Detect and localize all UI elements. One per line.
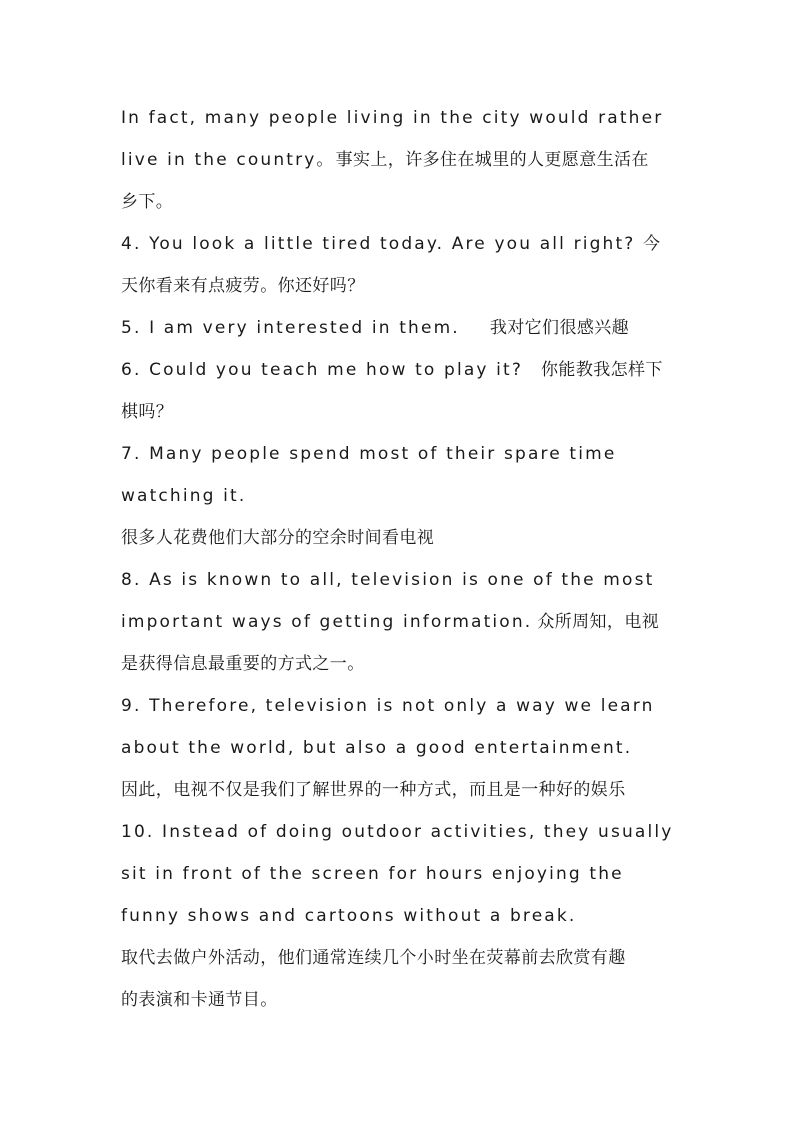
sentence-3-english-part-1: In fact, many people living in the city would rather — [121, 108, 664, 128]
text-line — [121, 486, 246, 506]
sentence-8-english-part-2: important ways of getting information. — [121, 612, 533, 632]
text-line — [121, 108, 663, 128]
text-line — [121, 570, 654, 590]
text-line — [121, 780, 626, 800]
sentence-7-chinese: 很多人花费他们大部分的空余时间看电视 — [121, 528, 435, 548]
sentence-9-chinese: 因此，电视不仅是我们了解世界的一种方式，而且是一种好的娱乐 — [121, 780, 626, 800]
sentence-5-english: 5. I am very interested in them. — [121, 318, 460, 338]
sentence-8-english-part-1: 8. As is known to all, television is one of the most — [121, 570, 655, 590]
sentence-10-english-part-1: 10. Instead of doing outdoor activities, they usually — [121, 822, 674, 842]
sentence-6-english: 6. Could you teach me how to play it? — [121, 360, 524, 380]
text-line — [121, 864, 624, 884]
text-line — [121, 276, 365, 296]
text-line — [121, 906, 576, 926]
sentence-10-chinese-part-2: 的表演和卡通节目。 — [121, 990, 278, 1010]
sentence-3-chinese-part-2: 乡下。 — [121, 192, 174, 212]
text-line — [121, 234, 662, 254]
text-line — [121, 192, 173, 212]
sentence-7-english-part-1: 7. Many people spend most of their spare time — [121, 444, 617, 464]
text-line — [121, 150, 649, 170]
text-line — [121, 528, 434, 548]
sentence-4-chinese: 天你看来有点疲劳。你还好吗？ — [121, 276, 365, 296]
sentence-6-chinese-part-2: 棋吗？ — [121, 402, 174, 422]
text-line — [121, 696, 655, 716]
text-line — [121, 402, 173, 422]
sentence-9-english-part-2: about the world, but also a good entertainment. — [121, 738, 633, 758]
sentence-10-chinese-part-1: 取代去做户外活动，他们通常连续几个小时坐在荧幕前去欣赏有趣 — [121, 948, 626, 968]
sentence-7-english-part-2: watching it. — [121, 486, 247, 506]
text-line — [121, 318, 629, 338]
text-line — [121, 990, 278, 1010]
text-line — [121, 822, 673, 842]
sentence-5-chinese: 我对它们很感兴趣 — [489, 318, 630, 338]
sentence-8-chinese-part-2: 是获得信息最重要的方式之一。 — [121, 654, 365, 674]
sentence-8-chinese-part-1: 众所周知，电视 — [537, 612, 660, 632]
sentence-3-chinese-part-1: 事实上，许多住在城里的人更愿意生活在 — [335, 150, 649, 170]
text-line — [121, 948, 626, 968]
sentence-3-english-part-2: live in the country。 — [121, 150, 336, 170]
sentence-9-english-part-1: 9. Therefore, television is not only a way we learn — [121, 696, 655, 716]
text-line — [121, 444, 616, 464]
sentence-10-english-part-2: sit in front of the screen for hours enjoying the — [121, 864, 624, 884]
text-line — [121, 654, 365, 674]
text-line — [121, 738, 632, 758]
sentence-10-english-part-3: funny shows and cartoons without a break. — [121, 906, 577, 926]
text-line — [121, 612, 659, 632]
text-line — [121, 360, 663, 380]
sentence-6-chinese-part-1: 你能教我怎样下 — [541, 360, 663, 380]
sentence-4-english: 4. You look a little tired today. Are you all right? 今 — [121, 234, 663, 254]
